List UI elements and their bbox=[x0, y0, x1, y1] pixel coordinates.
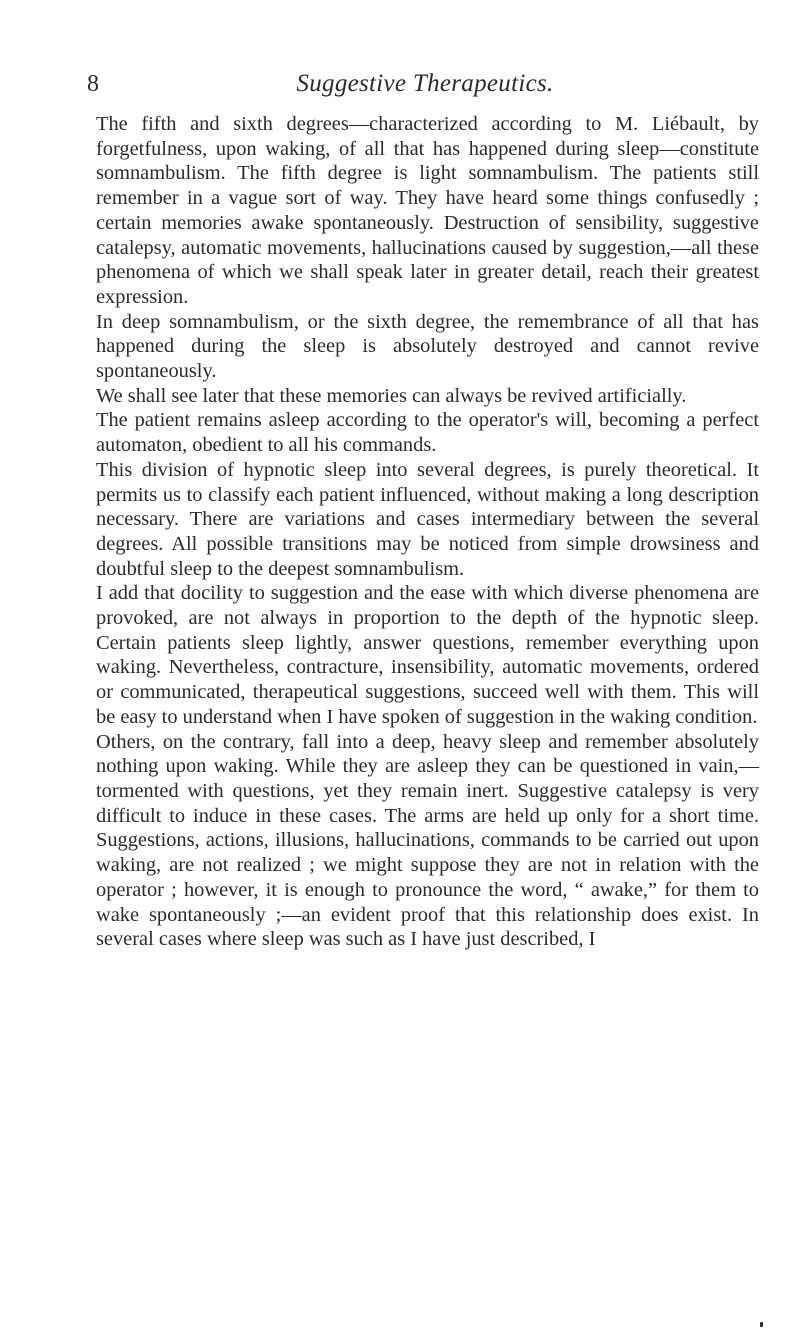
paragraph-memories-revived: We shall see later that these memories can always be revived artificially. bbox=[96, 384, 687, 407]
paragraph-docility-to-suggestion: I add that docility to suggestion and the ease with which diverse phenomena are provoked, are not always in proportion to the depth of the hypnotic sleep. Certain patients sleep lightly, answer questions, remember everything upon waking. Nevertheless, contracture, insensibility, automatic movements, ordered or communicated, therapeutical suggestions, succeed well with them. This will be easy to understand when I have spoken of suggestion in the waking condition. bbox=[96, 582, 759, 728]
page-number: 8 bbox=[87, 71, 99, 97]
paragraph-deep-somnambulism: In deep somnambulism, or the sixth degree, the remembrance of all that has happened during the sleep is absolutely destroyed and cannot revive spontaneously. bbox=[96, 310, 759, 383]
paragraph-division-theoretical: This division of hypnotic sleep into several degrees, is purely theoretical. It permits us to classify each patient influenced, without making a long description necessary. There are variations and cases intermediary between the several degrees. All possible transitions may be noticed from simple drowsiness and doubtful sleep to the deepest somnambulism. bbox=[96, 458, 759, 580]
running-title: Suggestive Therapeutics. bbox=[296, 70, 554, 97]
paragraph-fifth-sixth-degrees: The fifth and sixth degrees—characterized according to M. Liébault, by forgetfulness, upon waking, of all that has happened during sleep—constitute somnambulism. The fifth degree is light somnambulism. The patients still remember in a vague sort of way. They have heard some things confusedly ; certain memories awake spontaneously. Destruction of sensibility, suggestive catalepsy, automatic movements, hallucinations caused by suggestion,—all these phenomena of which we shall speak later in greater detail, reach their greatest expression. bbox=[96, 113, 759, 308]
print-speck bbox=[760, 1322, 763, 1327]
paragraph-others-deep-sleep: Others, on the contrary, fall into a deep, heavy sleep and remember absolutely nothing upon waking. While they are asleep they can be questioned in vain,—tormented with questions, yet they remain inert. Suggestive catalepsy is very difficult to induce in these cases. The arms are held up only for a short time. Suggestions, actions, illusions, hallucinations, commands to be carried out upon waking, are not realized ; we might suppose they are not in relation with the operator ; however, it is enough to pronounce the word, “ awake,” for them to wake spontaneously ;—an evident proof that this relationship does exist. In several cases where sleep was such as I have just described, I bbox=[96, 730, 759, 951]
paragraph-perfect-automaton: The patient remains asleep according to the operator's will, becoming a perfect automaton, obedient to all his commands. bbox=[96, 409, 759, 457]
running-head bbox=[87, 64, 763, 104]
body-text bbox=[96, 112, 759, 952]
